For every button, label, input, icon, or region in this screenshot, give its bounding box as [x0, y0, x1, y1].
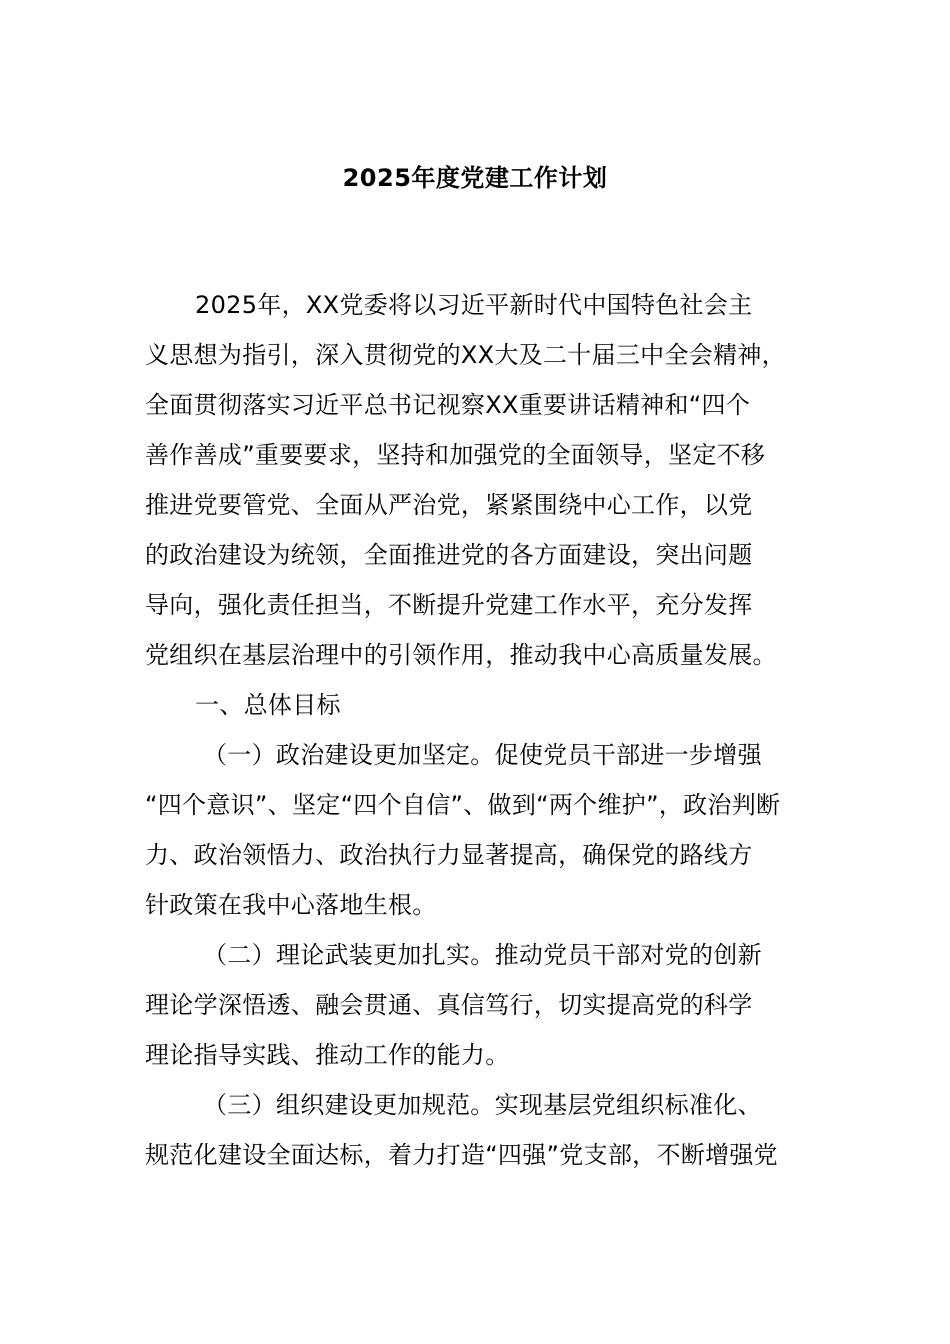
paragraph-intro-line: 的政治建设为统领，全面推进党的各方面建设，突出问题	[145, 541, 753, 569]
paragraph-intro-line: 善作善成”重要要求，坚持和加强党的全面领导，坚定不移	[145, 441, 766, 469]
paragraph-intro-line: 推进党要管党、全面从严治党，紧紧围绕中心工作，以党	[145, 491, 753, 519]
goal-3-line: 规范化建设全面达标，着力打造“四强”党支部，不断增强党	[145, 1141, 778, 1169]
goal-1-line: （一）政治建设更加坚定。促使党员干部进一步增强	[203, 741, 762, 769]
paragraph-intro-line: 义思想为指引，深入贯彻党的XX大及二十届三中全会精神，	[145, 341, 786, 369]
document-title: 2025年度党建工作计划	[342, 164, 608, 192]
goal-2-line: （二）理论武装更加扎实。推动党员干部对党的创新	[203, 941, 762, 969]
goal-3-line: （三）组织建设更加规范。实现基层党组织标准化、	[203, 1091, 762, 1119]
goal-1-line: 针政策在我中心落地生根。	[145, 891, 437, 919]
goal-2-line: 理论学深悟透、融会贯通、真信笃行，切实提高党的科学	[145, 991, 753, 1019]
paragraph-intro-line: 全面贯彻落实习近平总书记视察XX重要讲话精神和“四个	[145, 391, 751, 419]
document-body	[145, 280, 845, 1180]
paragraph-intro-line: 2025年，XX党委将以习近平新时代中国特色社会主	[195, 291, 753, 319]
goal-1-line: “四个意识”、坚定“四个自信”、做到“两个维护”，政治判断	[145, 791, 781, 819]
paragraph-intro-line: 党组织在基层治理中的引领作用，推动我中心高质量发展。	[145, 641, 777, 669]
goal-2-line: 理论指导实践、推动工作的能力。	[145, 1041, 510, 1069]
goal-1-line: 力、政治领悟力、政治执行力显著提高，确保党的路线方	[145, 841, 753, 869]
paragraph-intro-line: 导向，强化责任担当，不断提升党建工作水平，充分发挥	[145, 591, 753, 619]
section-heading-overall-goals: 一、总体目标	[195, 691, 341, 719]
